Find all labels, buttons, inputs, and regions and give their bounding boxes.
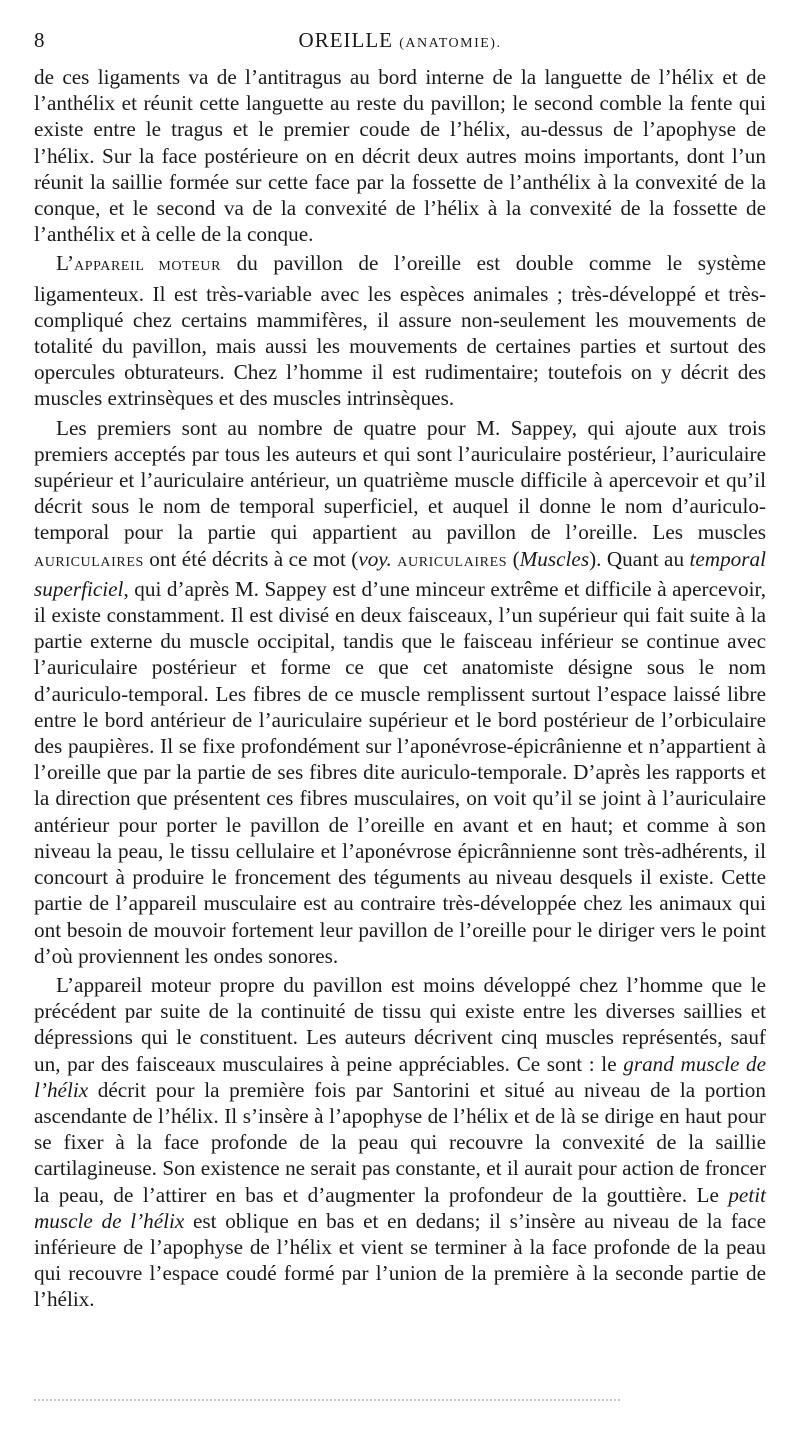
text-run: est oblique en bas et en dedans; il s’insère au niveau de la face inférieure de l’apophyse de l’hélix et vient se terminer à la face profonde de la peau qui recouvre l’espace coudé formé par l’union de la première à la seconde partie de l’hélix. — [34, 1208, 766, 1312]
running-head-subtitle: (ANATOMIE). — [399, 36, 502, 51]
small-caps-text: AURICULAIRES — [397, 554, 508, 570]
text-run: de ces ligaments va de l’antitragus au bord interne de la languette de l’hélix et de l’anthélix et réunit cette languette au reste du pavillon; le second comble la fente qui existe entre le tragus et le premier coude de l’hélix, au-dessus de l’apophyse de l’hélix. Sur la face postérieure on en décrit deux autres moins importants, dont l’un réunit la saillie formée sur cette face par la fossette de l’anthélix à la convexité de la conque, et le second va de la convexité de l’hélix à la convexité de la fossette de l’anthélix et à celle de la conque. — [34, 65, 766, 247]
italic-text: voy. — [358, 546, 392, 571]
italic-text: Muscles — [519, 546, 590, 571]
bottom-bleed-line — [34, 1399, 620, 1401]
running-head — [34, 28, 766, 53]
italic-text: petit muscle de l’hélix — [34, 1182, 766, 1233]
small-caps-text: AURICULAIRES — [34, 554, 144, 570]
text-run: Les premiers sont au nombre de quatre pour M. Sappey, qui ajoute aux trois premiers acceptés par tous les auteurs et qui sont l’auriculaire postérieur, l’auriculaire supérieur et l’auriculaire antérieur, un quatrième muscle difficile à apercevoir et qu’il décrit sous le nom de temporal superficiel, et auquel il donne le nom d’auriculo-temporal pour la partie qui appartient au pavillon de l’oreille. Les muscles — [34, 415, 766, 545]
italic-text: temporal superficiel — [34, 546, 766, 601]
text-run: L’appareil moteur propre du pavillon est moins développé chez l’homme que le précédent par suite de la continuité de tissu qui existe entre les diverses saillies et dépressions qui le constituent. Les auteurs décrivent cinq muscles représentés, sauf un, par des faisceaux musculaires à peine appréciables. Ce sont : le — [34, 972, 766, 1076]
body-text — [34, 64, 766, 1313]
text-run: L’ — [56, 251, 75, 276]
paragraph-1 — [34, 64, 766, 247]
text-run: du pavillon de l’oreille est double comme le système ligamenteux. Il est très-variable avec les espèces animales ; très-développé et très-compliqué chez certains mammifères, il assure non-seulement les mouvements de totalité du pavillon, mais aussi les mouvements de certaines parties et surtout des opercules obturateurs. Chez l’homme il est rudimentaire; toutefois on y décrit des muscles extrinsèques et des muscles intrinsèques. — [34, 251, 766, 411]
text-run: , qui d’après M. Sappey est d’une minceur extrême et difficile à apercevoir, il existe constamment. Il est divisé en deux faisceaux, l’un supérieur qui fait suite à la partie externe du muscle occipital, tandis que le faisceau inférieur se continue avec l’auriculaire postérieur et forme ce que cet anatomiste désigne sous le nom d’auriculo-temporal. Les fibres de ce muscle remplissent surtout l’espace laissé libre entre le bord antérieur de l’auriculaire supérieur et le bord postérieur de l’orbiculaire des paupières. Il se fixe profondément sur l’aponévrose-épicrânienne et n’appartient à l’oreille que par la partie de ses fibres dite auriculo-temporale. D’après les rapports et la direction que présentent ces fibres musculaires, on voit qu’il se joint à l’auriculaire antérieur pour porter le pavillon de l’oreille en avant et en haut; et comme à son niveau la peau, le tissu cellulaire et l’aponévrose épicrânnienne sont très-adhérents, il concourt à produire le froncement des téguments au niveau desquels il existe. Cette partie de l’appareil musculaire est au contraire très-développée chez les animaux qui ont besoin de mouvoir fortement leur pavillon de l’oreille pour le diriger vers le point d’où proviennent les ondes sonores. — [34, 576, 766, 968]
text-run: ( — [507, 546, 520, 571]
text-run: ont été décrits à ce mot ( — [143, 546, 359, 571]
paragraph-3 — [34, 415, 766, 969]
small-caps-text: APPAREIL MOTEUR — [74, 259, 222, 275]
page-header — [34, 28, 766, 58]
italic-text: grand muscle de l’hélix — [34, 1051, 766, 1102]
text-run: décrit pour la première fois par Santorini et situé au niveau de la portion ascendante de l’hélix. Il s’insère à l’apophyse de l’hélix et de là se dirige en haut pour se fixer à la face profonde de la peau qui recouvre la convexité de la saillie cartilagineuse. Son existence ne serait pas constante, et il aurait pour action de froncer la peau, de l’attirer en bas et d’augmenter la profondeur de la gouttière. Le — [34, 1077, 766, 1207]
running-head-title: OREILLE — [298, 28, 394, 52]
page-number: 8 — [34, 28, 45, 52]
text-run: ). Quant au — [589, 546, 690, 571]
paragraph-2 — [34, 250, 766, 411]
paragraph-4 — [34, 972, 766, 1313]
